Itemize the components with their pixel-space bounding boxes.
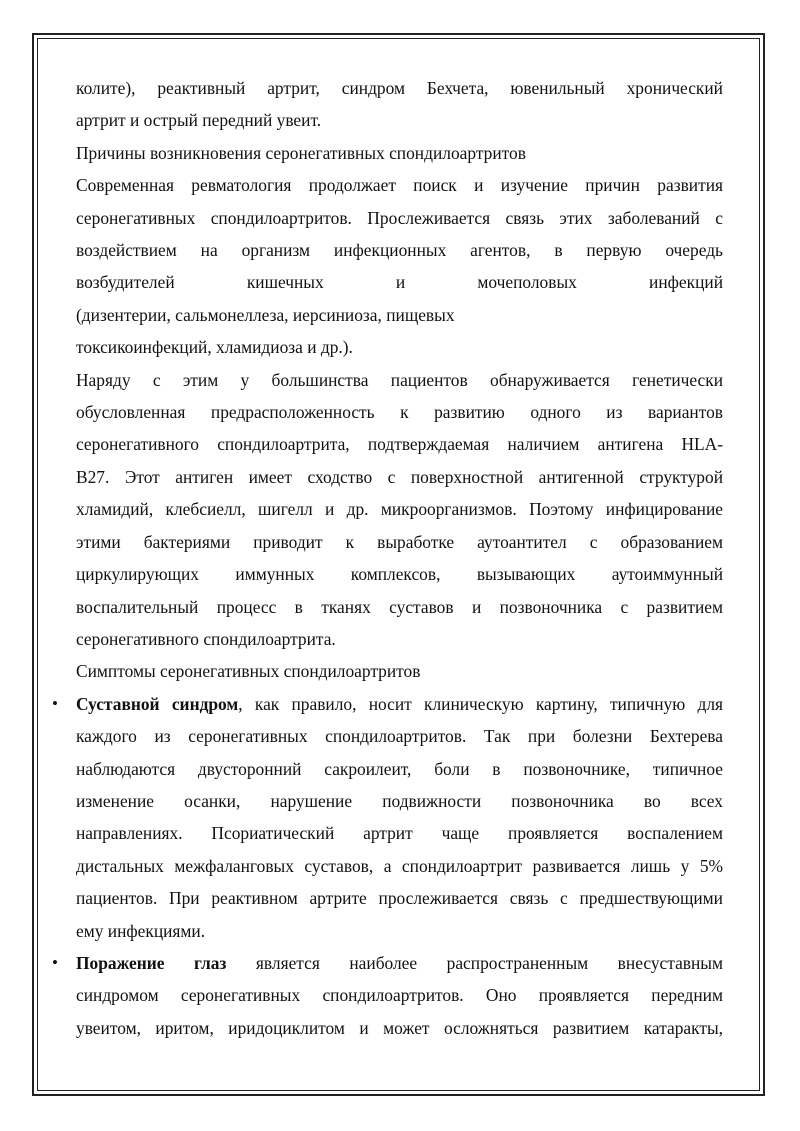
text-line: пациентов. При реактивном артрите прослеживается связь с предшествующими [76, 888, 723, 909]
text-line: ему инфекциями. [76, 920, 206, 941]
text-span: является наиболее распространенным внесуставным [226, 952, 723, 973]
text-line: (дизентерии, сальмонеллеза, иерсиниоза, пищевых [76, 304, 455, 325]
text-line [76, 688, 723, 720]
text-line: изменение осанки, нарушение подвижности позвоночника во всех [76, 790, 723, 811]
bullet-term: Поражение глаз [76, 952, 227, 973]
bullet-icon: • [52, 693, 58, 713]
text-line: воспалительный процесс в тканях суставов и позвоночника с развитием [76, 596, 723, 617]
text-line: серонегативного спондилоартрита, подтверждаемая наличием антигена HLA- [76, 434, 723, 455]
text-line: B27. Этот антиген имеет сходство с поверхностной антигенной структурой [76, 466, 723, 487]
bullet-item-joint-syndrome [52, 688, 723, 947]
text-line: направлениях. Псориатический артрит чаще проявляется воспалением [76, 823, 723, 844]
section-heading-causes: Причины возникновения серонегативных спондилоартритов [76, 142, 526, 163]
text-line: воздействием на организм инфекционных агентов, в первую очередь [76, 240, 723, 261]
text-line: серонегативных спондилоартритов. Прослеживается связь этих заболеваний с [76, 207, 723, 228]
text-line: обусловленная предрасположенность к развитию одного из вариантов [76, 402, 723, 423]
bullet-item-eye-damage [52, 947, 723, 1044]
text-line: этими бактериями приводит к выработке аутоантител с образованием [76, 531, 723, 552]
text-line: возбудителей кишечных и мочеполовых инфекций [76, 272, 723, 293]
text-span: , как правило, носит клиническую картину, типичную для [238, 693, 723, 714]
text-line: колите), реактивный артрит, синдром Бехчета, ювенильный хронический [76, 78, 723, 98]
bullet-icon: • [52, 952, 58, 972]
text-line: синдромом серонегативных спондилоартритов. Оно проявляется передним [76, 985, 723, 1006]
text-line: наблюдаются двусторонний сакроилеит, боли в позвоночнике, типичное [76, 758, 723, 779]
text-line: каждого из серонегативных спондилоартритов. Так при болезни Бехтерева [76, 726, 723, 747]
text-line: дистальных межфаланговых суставов, а спондилоартрит развивается лишь у 5% [76, 855, 723, 876]
bullet-term: Суставной синдром [76, 693, 239, 714]
text-line [76, 947, 723, 979]
document-body [52, 72, 723, 1044]
text-line: артрит и острый передний увеит. [76, 110, 322, 131]
section-heading-symptoms: Симптомы серонегативных спондилоартритов [76, 661, 421, 682]
text-line: токсикоинфекций, хламидиоза и др.). [76, 337, 353, 358]
text-line: циркулирующих иммунных комплексов, вызывающих аутоиммунный [76, 564, 723, 585]
text-line: увеитом, иритом, иридоциклитом и может осложняться развитием катаракты, [76, 1017, 723, 1038]
text-line: серонегативного спондилоартрита. [76, 628, 336, 649]
text-line: Современная ревматология продолжает поиск и изучение причин развития [76, 175, 723, 196]
text-line: Наряду с этим у большинства пациентов обнаруживается генетически [76, 369, 723, 390]
text-line: хламидий, клебсиелл, шигелл и др. микроорганизмов. Поэтому инфицирование [76, 499, 723, 520]
